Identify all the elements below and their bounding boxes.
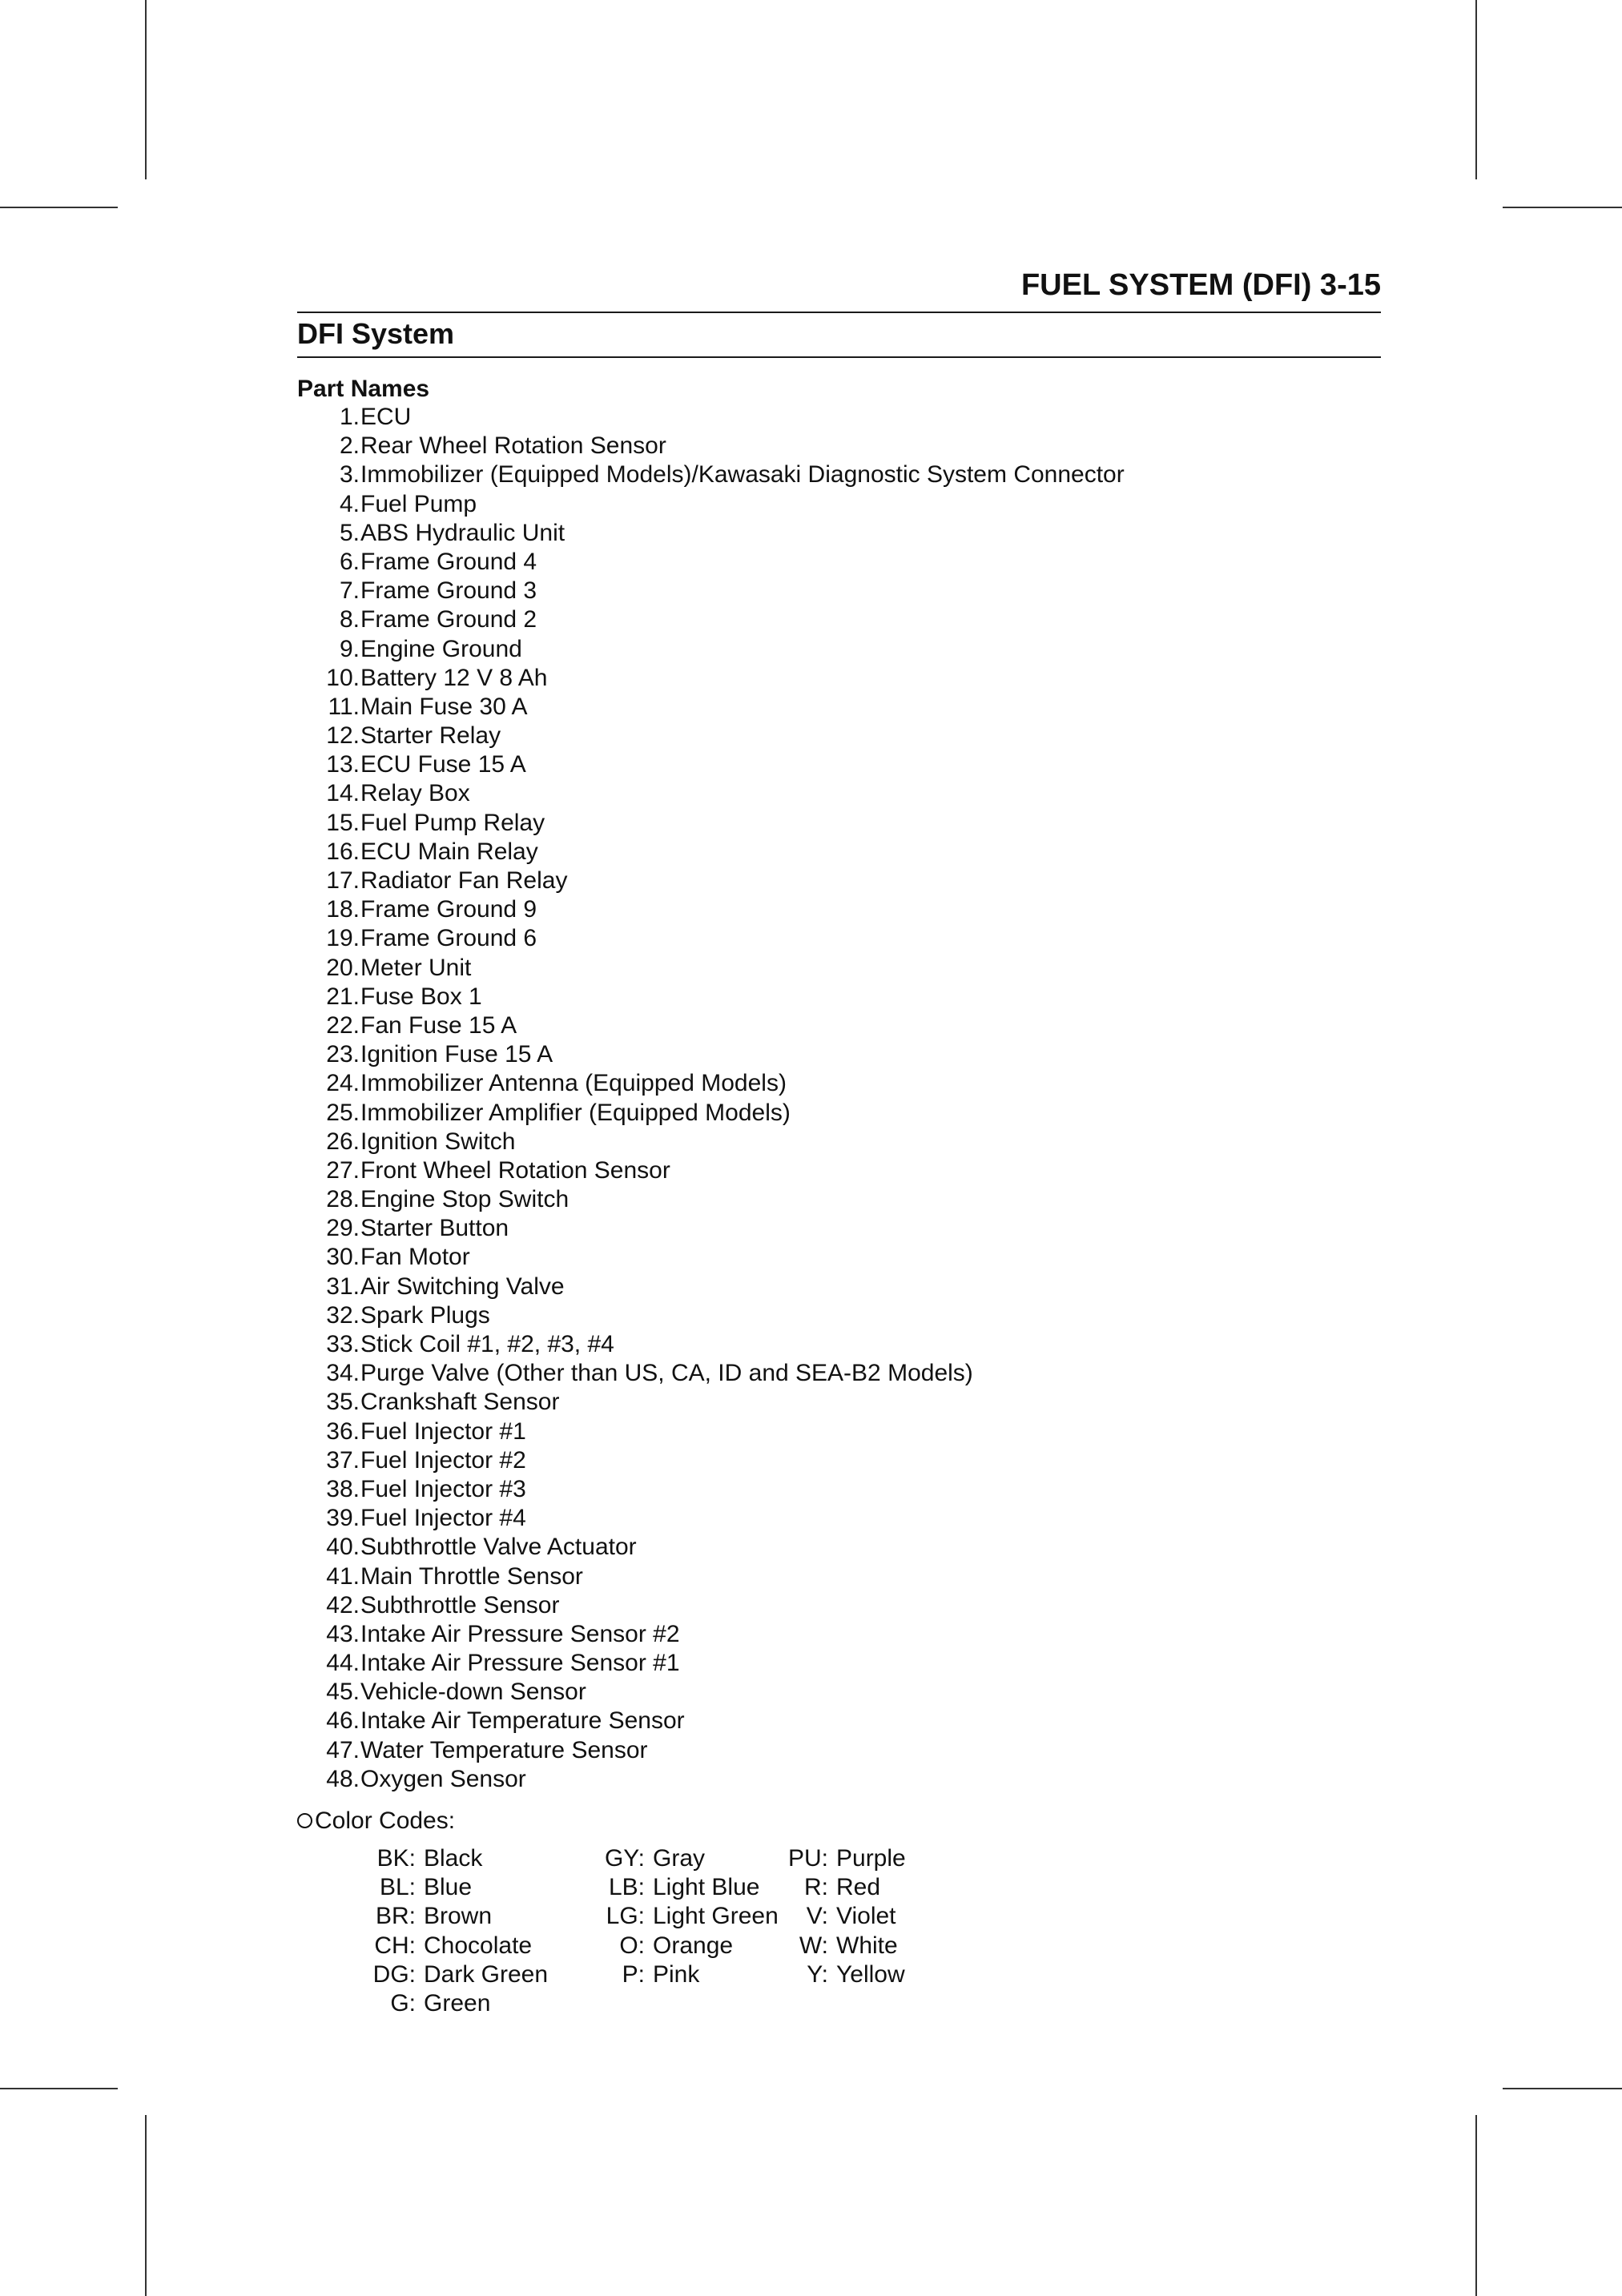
color-code: BL: [379, 1874, 416, 1901]
color-name: Dark Green [424, 1960, 549, 1988]
part-name: Engine Stop Switch [360, 1186, 570, 1213]
item-number: 44. [326, 1650, 360, 1677]
part-name: Frame Ground 9 [360, 896, 537, 923]
part-name: Frame Ground 6 [360, 925, 537, 952]
crop-mark [1475, 2115, 1477, 2296]
item-number: 24. [326, 1070, 360, 1097]
item-number: 40. [326, 1534, 360, 1561]
item-number: 25. [326, 1099, 360, 1126]
part-name: Fan Motor [360, 1244, 470, 1271]
color-name: Black [424, 1845, 483, 1872]
part-name: Frame Ground 4 [360, 548, 537, 575]
item-number: 11. [328, 693, 360, 720]
item-number: 8. [339, 606, 360, 633]
part-name: Crankshaft Sensor [360, 1389, 560, 1416]
color-code: P: [622, 1960, 645, 1988]
color-name: Light Green [653, 1903, 779, 1930]
color-name: Light Blue [653, 1874, 760, 1901]
item-number: 36. [326, 1417, 360, 1445]
bullet-circle-icon [297, 1813, 312, 1828]
crop-mark [0, 207, 118, 208]
part-name: Front Wheel Rotation Sensor [360, 1156, 670, 1184]
part-name: Frame Ground 3 [360, 577, 537, 605]
part-name: Water Temperature Sensor [360, 1736, 648, 1763]
item-number: 43. [326, 1620, 360, 1647]
part-name: Frame Ground 2 [360, 606, 537, 633]
crop-mark [1475, 0, 1477, 179]
part-name: Rear Wheel Rotation Sensor [360, 432, 666, 460]
color-code: LG: [606, 1903, 645, 1930]
page-title: FUEL SYSTEM (DFI) 3-15 [1020, 268, 1381, 302]
item-number: 38. [326, 1475, 360, 1502]
part-names-heading: Part Names [297, 376, 430, 402]
color-code: PU: [787, 1845, 828, 1872]
crop-mark [0, 2088, 118, 2089]
part-name: Immobilizer Amplifier (Equipped Models) [360, 1099, 791, 1126]
item-number: 16. [326, 838, 360, 865]
part-name: Starter Button [360, 1215, 509, 1242]
crop-mark [1503, 2088, 1622, 2089]
item-number: 31. [326, 1273, 360, 1300]
color-name: Violet [836, 1903, 896, 1930]
color-name: White [836, 1932, 898, 1959]
section-title: DFI System [297, 317, 455, 350]
part-name: Purge Valve (Other than US, CA, ID and SEA-B2 Models) [360, 1360, 973, 1387]
item-number: 4. [339, 490, 360, 517]
part-name: Ignition Switch [360, 1128, 516, 1155]
item-number: 35. [326, 1389, 360, 1416]
item-number: 10. [326, 664, 360, 691]
item-number: 9. [339, 635, 360, 662]
item-number: 37. [326, 1446, 360, 1474]
color-name: Orange [653, 1932, 734, 1959]
item-number: 18. [326, 896, 360, 923]
item-number: 7. [339, 577, 360, 605]
part-name: Engine Ground [360, 635, 522, 662]
item-number: 30. [326, 1244, 360, 1271]
item-number: 29. [326, 1215, 360, 1242]
part-name: Immobilizer (Equipped Models)/Kawasaki Diagnostic System Connector [360, 461, 1125, 489]
item-number: 6. [339, 548, 360, 575]
part-name: ECU Main Relay [360, 838, 538, 865]
part-name: Subthrottle Sensor [360, 1591, 560, 1618]
color-name: Purple [836, 1845, 906, 1872]
color-name: Pink [653, 1960, 700, 1988]
item-number: 20. [326, 954, 360, 981]
item-number: 12. [326, 722, 360, 750]
item-number: 3. [339, 461, 360, 489]
color-name: Red [836, 1874, 881, 1901]
color-code: V: [806, 1903, 828, 1930]
part-name: Immobilizer Antenna (Equipped Models) [360, 1070, 787, 1097]
part-name: Ignition Fuse 15 A [360, 1041, 553, 1068]
color-code: G: [390, 1989, 416, 2017]
color-code: Y: [807, 1960, 828, 1988]
color-code: GY: [604, 1845, 645, 1872]
color-code: LB: [608, 1874, 645, 1901]
part-name: Fan Fuse 15 A [360, 1011, 517, 1039]
item-number: 41. [326, 1562, 360, 1590]
color-name: Green [424, 1989, 491, 2017]
item-number: 5. [339, 519, 360, 546]
item-number: 27. [326, 1156, 360, 1184]
part-name: Main Fuse 30 A [360, 693, 528, 720]
part-name: Main Throttle Sensor [360, 1562, 583, 1590]
item-number: 45. [326, 1679, 360, 1706]
part-name: Fuel Injector #1 [360, 1417, 526, 1445]
part-name: Starter Relay [360, 722, 501, 750]
item-number: 28. [326, 1186, 360, 1213]
part-name: Vehicle-down Sensor [360, 1679, 586, 1706]
part-name: Radiator Fan Relay [360, 867, 568, 894]
item-number: 39. [326, 1505, 360, 1532]
item-number: 19. [326, 925, 360, 952]
color-name: Chocolate [424, 1932, 533, 1959]
part-name: ECU Fuse 15 A [360, 751, 526, 778]
item-number: 46. [326, 1707, 360, 1735]
color-code: DG: [372, 1960, 416, 1988]
crop-mark [145, 2115, 147, 2296]
section-rule [297, 356, 1381, 358]
part-name: Fuel Pump Relay [360, 809, 545, 836]
item-number: 23. [326, 1041, 360, 1068]
item-number: 22. [326, 1011, 360, 1039]
color-name: Blue [424, 1874, 473, 1901]
part-name: Fuel Injector #4 [360, 1505, 526, 1532]
part-name: Stick Coil #1, #2, #3, #4 [360, 1331, 614, 1357]
color-code: R: [804, 1874, 828, 1901]
item-number: 26. [326, 1128, 360, 1155]
item-number: 42. [326, 1591, 360, 1618]
item-number: 2. [339, 432, 360, 460]
color-code: O: [619, 1932, 645, 1959]
color-name: Gray [653, 1845, 706, 1872]
color-code: CH: [374, 1932, 416, 1959]
item-number: 33. [326, 1331, 360, 1357]
item-number: 14. [326, 780, 360, 807]
item-number: 13. [326, 751, 360, 778]
part-name: Battery 12 V 8 Ah [360, 664, 548, 691]
color-name: Brown [424, 1903, 493, 1930]
part-name: Fuel Pump [360, 490, 477, 517]
part-name: Fuel Injector #2 [360, 1446, 526, 1474]
item-number: 47. [326, 1736, 360, 1763]
part-name: ECU [360, 404, 412, 430]
part-name: Intake Air Pressure Sensor #1 [360, 1650, 680, 1677]
color-codes-label: Color Codes: [315, 1807, 456, 1834]
part-name: ABS Hydraulic Unit [360, 519, 565, 546]
item-number: 1. [339, 404, 360, 430]
item-number: 15. [326, 809, 360, 836]
part-name: Subthrottle Valve Actuator [360, 1534, 637, 1561]
part-name: Spark Plugs [360, 1301, 490, 1329]
color-name: Yellow [836, 1960, 905, 1988]
item-number: 48. [326, 1765, 360, 1792]
item-number: 34. [326, 1360, 360, 1387]
part-name: Intake Air Pressure Sensor #2 [360, 1620, 680, 1647]
color-code: BR: [375, 1903, 416, 1930]
color-codes-heading [297, 1805, 455, 1837]
part-name: Fuel Injector #3 [360, 1475, 526, 1502]
crop-mark [1503, 207, 1622, 208]
header-rule [297, 312, 1381, 313]
color-code: BK: [376, 1845, 416, 1872]
part-name: Relay Box [360, 780, 470, 807]
part-name: Meter Unit [360, 954, 472, 981]
item-number: 17. [326, 867, 360, 894]
part-name: Fuse Box 1 [360, 983, 482, 1010]
item-number: 21. [326, 983, 360, 1010]
color-code: W: [799, 1932, 828, 1959]
crop-mark [145, 0, 147, 179]
part-name: Intake Air Temperature Sensor [360, 1707, 685, 1735]
item-number: 32. [326, 1301, 360, 1329]
part-name: Air Switching Valve [360, 1273, 565, 1300]
part-name: Oxygen Sensor [360, 1765, 526, 1792]
